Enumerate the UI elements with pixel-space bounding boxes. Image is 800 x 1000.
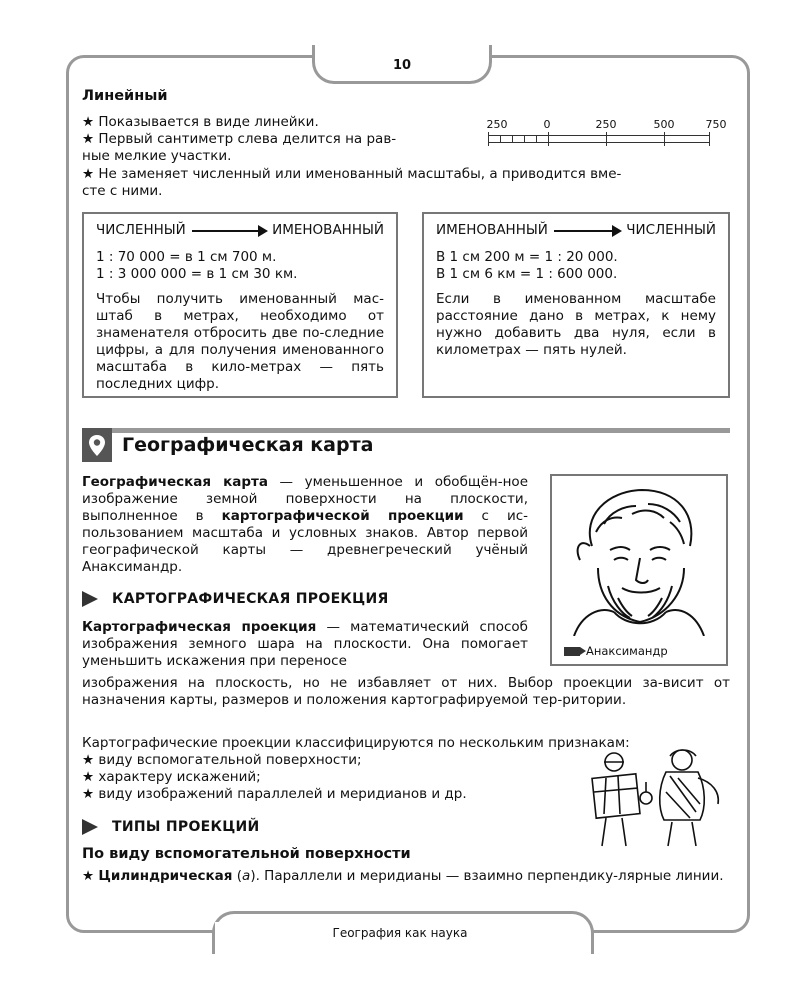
linear-bullet-3b: сте с ними. <box>82 183 163 199</box>
page-number: 10 <box>392 58 412 73</box>
scale-tick <box>664 132 665 146</box>
scale-tick <box>709 132 710 146</box>
scale-subtick <box>536 135 537 143</box>
box-to-label: ЧИСЛЕННЫЙ <box>626 222 716 238</box>
portrait-caption <box>564 644 668 658</box>
caption-arrow-icon <box>564 647 580 656</box>
map-def-part-1: — уменьшенное и обобщён-ное изображение земной поверхности на плоскости, выполненное в <box>82 474 528 524</box>
box-eq-1: В 1 см 200 м = 1 : 20 000. <box>436 249 618 265</box>
map-definition <box>82 474 528 576</box>
section-title: Географическая карта <box>122 434 374 456</box>
linear-bullet-1: ★ Показывается в виде линейки. <box>82 114 319 130</box>
box-eq-2: В 1 см 6 км = 1 : 600 000. <box>436 266 618 282</box>
projection-continuation <box>82 675 730 709</box>
box-to-label: ИМЕНОВАННЫЙ <box>272 222 384 238</box>
scale-label: 750 <box>705 118 727 131</box>
scale-subtick <box>500 135 501 143</box>
map-pin-icon <box>82 428 112 462</box>
cylindrical-desc: ). Параллели и меридианы — взаимно перпендику-лярные линии. <box>250 868 724 884</box>
scale-label: 250 <box>486 118 508 131</box>
section-header <box>82 428 730 462</box>
projection-heading <box>82 591 389 607</box>
types-heading <box>82 819 260 835</box>
scale-tick <box>548 132 549 146</box>
scale-label: 0 <box>543 118 551 131</box>
scale-subtick <box>512 135 513 143</box>
triangle-bullet-icon <box>82 819 98 835</box>
box-header <box>96 222 384 239</box>
numeric-to-named-box <box>82 212 398 398</box>
portrait-caption-text: Анаксимандр <box>586 644 668 658</box>
cylindrical-text: ★ Цилиндрическая (а). Параллели и меридианы — взаимно перпендику-лярные линии. <box>82 868 724 884</box>
linear-bullet-3a: ★ Не заменяет численный или именованный масштабы, а приводится вме- <box>82 166 622 182</box>
tab-cover <box>315 40 483 59</box>
triangle-bullet-icon <box>82 591 98 607</box>
classification-bullet: ★ виду изображений параллелей и меридианов и др. <box>82 786 467 802</box>
travelers-illustration <box>586 748 730 848</box>
linear-text-top <box>82 114 452 165</box>
named-to-numeric-box <box>422 212 730 398</box>
anaximander-illustration <box>552 476 726 636</box>
box-explanation: Чтобы получить именованный мас-штаб в метрах, необходимо от знаменателя отбросить две по-следние цифры, а для получения именованного масштаба в кило-метрах — пять последних цифр. <box>96 291 384 392</box>
term-cartographic-projection: Картографическая проекция <box>82 619 317 635</box>
projection-def-part-1: — математический способ изображения земного шара на плоскости. Она помогает уменьшить искажения при переносе <box>82 619 528 669</box>
term-projection: картографической проекции <box>221 508 464 524</box>
arrow-right-icon <box>554 230 620 232</box>
projection-def-text <box>82 619 528 670</box>
term-geo-map: Географическая карта <box>82 474 268 490</box>
scale-tick <box>606 132 607 146</box>
projection-def-part-2: изображения на плоскость, но не избавляет от них. Выбор проекции за-висит от назначения карты, размеров и положения картографируемой тер-ритории. <box>82 675 730 708</box>
classification-bullet: ★ виду вспомогательной поверхности; <box>82 752 362 768</box>
types-subheading: По виду вспомогательной поверхности <box>82 846 411 862</box>
scale-tick <box>488 132 489 146</box>
box-equations <box>436 249 716 283</box>
map-def-part-2: с ис-пользованием масштаба и условных знаков. Автор первой географической карты — древнегреческий учёный Анаксимандр. <box>82 508 529 575</box>
cylindrical-definition <box>82 868 730 885</box>
figure-letter: а <box>242 868 251 884</box>
linear-title: Линейный <box>82 88 168 104</box>
projection-heading-text: КАРТОГРАФИЧЕСКАЯ ПРОЕКЦИЯ <box>112 591 389 607</box>
projection-definition <box>82 619 528 670</box>
linear-scale-bar <box>480 118 730 152</box>
anaximander-portrait <box>550 474 728 666</box>
scale-label: 250 <box>595 118 617 131</box>
classification-intro: Картографические проекции классифицируются по нескольким признакам: <box>82 735 630 751</box>
scale-bar-outline <box>488 135 710 143</box>
linear-bullet-2a: ★ Первый сантиметр слева делится на рав- <box>82 131 397 147</box>
box-eq-1: 1 : 70 000 = в 1 см 700 м. <box>96 249 277 265</box>
map-definition-text <box>82 474 528 576</box>
box-from-label: ИМЕНОВАННЫЙ <box>436 222 548 238</box>
scale-subtick <box>524 135 525 143</box>
linear-text-bottom <box>82 166 730 200</box>
arrow-right-icon <box>192 230 266 232</box>
linear-bullet-2b: ные мелкие участки. <box>82 148 232 164</box>
types-heading-text: ТИПЫ ПРОЕКЦИЙ <box>112 819 260 835</box>
scale-label: 500 <box>653 118 675 131</box>
classification-bullet: ★ характеру искажений; <box>82 769 261 785</box>
box-from-label: ЧИСЛЕННЫЙ <box>96 222 186 238</box>
page-footer: География как наука <box>332 926 468 940</box>
term-cylindrical: Цилиндрическая <box>98 868 233 884</box>
section-rule <box>82 428 730 433</box>
box-explanation: Если в именованном масштабе расстояние дано в метрах, к нему нужно добавить два нуля, если в километрах — пять нулей. <box>436 291 716 358</box>
box-eq-2: 1 : 3 000 000 = в 1 см 30 км. <box>96 266 298 282</box>
box-equations <box>96 249 384 283</box>
box-header <box>436 222 716 239</box>
